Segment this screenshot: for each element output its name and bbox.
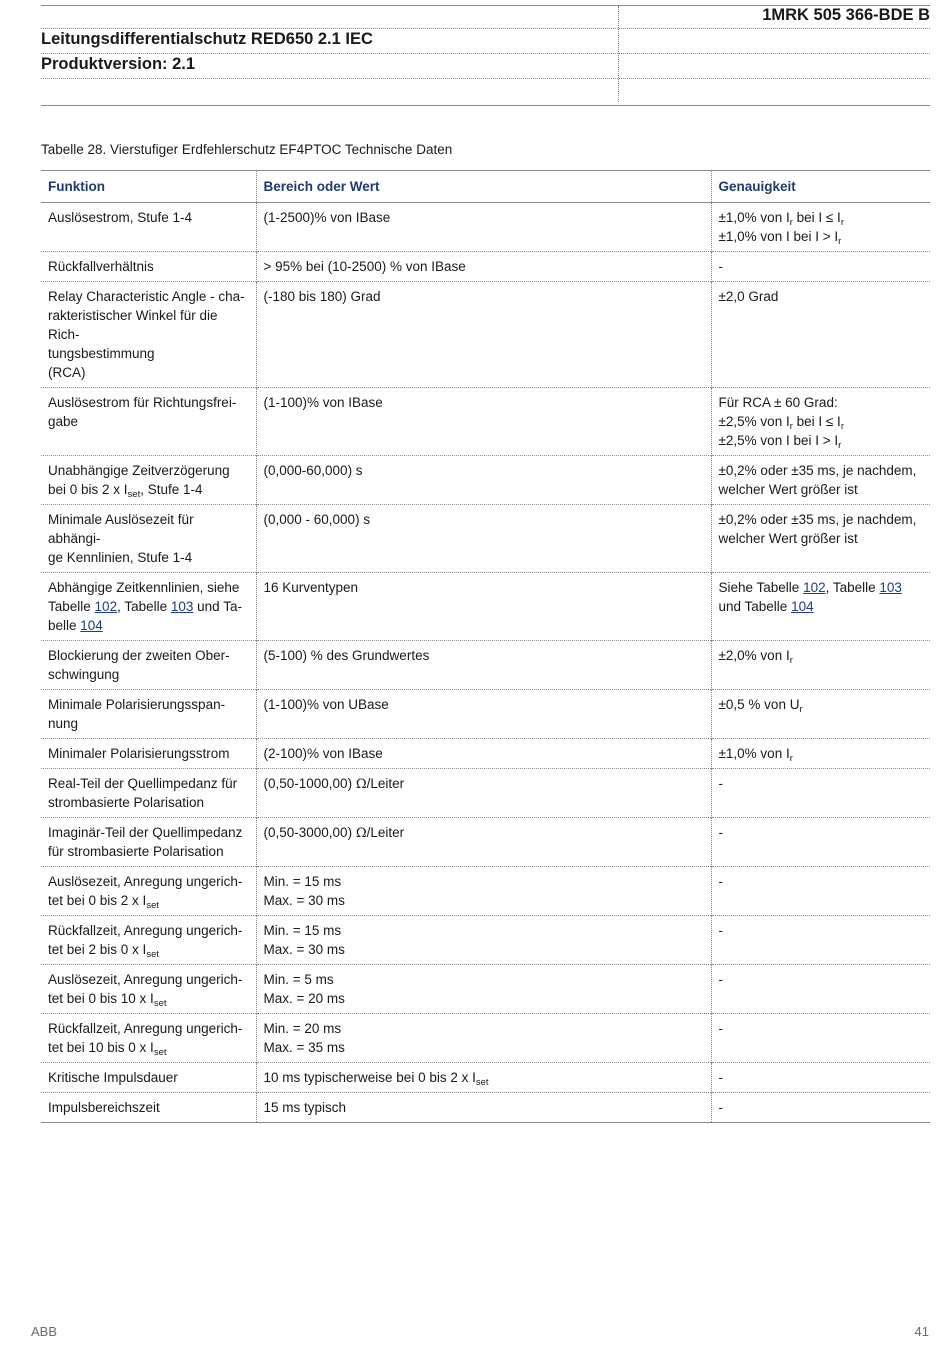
table-row — [41, 867, 930, 916]
table-row — [41, 282, 930, 388]
table-row — [41, 690, 930, 739]
table-row — [41, 388, 930, 456]
cell-funktion: Kritische Impulsdauer — [48, 1070, 178, 1085]
cell-genauigkeit: - — [711, 1014, 930, 1063]
link-table-103[interactable]: 103 — [879, 580, 902, 595]
cell-funktion: Minimale Polarisierungsspan- nung — [48, 697, 226, 731]
cell-bereich: > 95% bei (10-2500) % von IBase — [256, 252, 711, 282]
cell-genauigkeit: ±0,5 % von $U_r$ — [711, 690, 930, 739]
cell-genauigkeit: ±2,0 Grad — [711, 282, 930, 388]
cell-genauigkeit: - — [711, 867, 930, 916]
header-divider — [41, 53, 930, 54]
cell-bereich: (5-100) % des Grundwertes — [256, 641, 711, 690]
table-row — [41, 769, 930, 818]
header-divider — [41, 78, 930, 79]
table-row — [41, 916, 930, 965]
cell-funktion: Auslösezeit, Anregung ungerich- tet bei 0 bis 2 x $I_{set}$ — [48, 874, 243, 911]
cell-funktion: Rückfallverhältnis — [48, 259, 154, 274]
cell-bereich: (1-100)% von IBase — [256, 388, 711, 456]
cell-bereich: Min. = 15 ms Max. = 30 ms — [256, 867, 711, 916]
cell-funktion: Rückfallzeit, Anregung ungerich- tet bei 2 bis 0 x $I_{set}$ — [48, 923, 243, 960]
cell-funktion: Abhängige Zeitkennlinien, siehe Tabelle 102, Tabelle 103 und Ta- belle 104 — [48, 580, 242, 633]
cell-bereich: (0,000 - 60,000) s — [256, 505, 711, 573]
cell-genauigkeit: - — [711, 965, 930, 1014]
cell-bereich: (2-100)% von IBase — [256, 739, 711, 769]
table-row — [41, 1063, 930, 1093]
document-id: 1MRK 505 366-BDE B — [762, 6, 930, 24]
table-row — [41, 965, 930, 1014]
cell-bereich: (1-100)% von UBase — [256, 690, 711, 739]
link-table-103[interactable]: 103 — [170, 599, 194, 614]
cell-genauigkeit: Siehe Tabelle 102, Tabelle 103 und Tabelle 104 — [711, 573, 930, 641]
cell-bereich: Min. = 20 ms Max. = 35 ms — [256, 1014, 711, 1063]
cell-funktion: Real-Teil der Quellimpedanz für strombasierte Polarisation — [48, 776, 238, 810]
cell-genauigkeit: - — [711, 1063, 930, 1093]
cell-genauigkeit: - — [711, 252, 930, 282]
table-row — [41, 1014, 930, 1063]
cell-genauigkeit: ±2,0% von $I_r$ — [711, 641, 930, 690]
cell-bereich: (0,000-60,000) s — [256, 456, 711, 505]
cell-funktion: Auslösezeit, Anregung ungerich- tet bei 0 bis 10 x $I_{set}$ — [48, 972, 243, 1009]
table-caption: Tabelle 28. Vierstufiger Erdfehlerschutz EF4PTOC Technische Daten — [41, 142, 453, 157]
header-column-divider — [618, 6, 619, 102]
cell-bereich: 16 Kurventypen — [256, 573, 711, 641]
table-row — [41, 203, 930, 252]
cell-genauigkeit: ±1,0% von $I_r$ bei $I \le I_r$ ±1,0% von I bei $I > I_r$ — [711, 203, 930, 252]
cell-bereich: 15 ms typisch — [256, 1093, 711, 1123]
page-number: 41 — [914, 1324, 929, 1339]
table-row — [41, 573, 930, 641]
link-table-104[interactable]: 104 — [791, 599, 814, 614]
document-title: Leitungsdifferentialschutz RED650 2.1 IEC — [41, 30, 373, 48]
cell-genauigkeit: - — [711, 769, 930, 818]
cell-funktion: Minimale Auslösezeit für abhängi- ge Kennlinien, Stufe 1-4 — [48, 512, 194, 565]
ohm-symbol: Ω — [355, 826, 367, 841]
cell-genauigkeit: - — [711, 818, 930, 867]
header-bottom-rule — [41, 105, 930, 106]
table-row — [41, 252, 930, 282]
table-row — [41, 739, 930, 769]
cell-bereich: (-180 bis 180) Grad — [256, 282, 711, 388]
cell-funktion: Auslösestrom für Richtungsfrei- gabe — [48, 395, 237, 429]
cell-funktion: Unabhängige Zeitverzögerung bei 0 bis 2 x $I_{set}$, Stufe 1-4 — [48, 463, 230, 500]
column-header-genauigkeit: Genauigkeit — [711, 171, 930, 203]
link-table-104[interactable]: 104 — [80, 618, 103, 633]
cell-genauigkeit: Für RCA ± 60 Grad: ±2,5% von $I_r$ bei $I \le I_r$ ±2,5% von I bei $I > I_r$ — [711, 388, 930, 456]
cell-funktion: Blockierung der zweiten Ober- schwingung — [48, 648, 230, 682]
cell-genauigkeit: ±0,2% oder ±35 ms, je nachdem, welcher Wert größer ist — [711, 456, 930, 505]
table-row — [41, 456, 930, 505]
product-version: Produktversion: 2.1 — [41, 55, 196, 73]
cell-genauigkeit: - — [711, 916, 930, 965]
footer-brand: ABB — [31, 1324, 58, 1339]
cell-funktion: Relay Characteristic Angle - cha- rakteristischer Winkel für die Rich- tungsbestimmung (RCA) — [48, 289, 245, 380]
cell-bereich: (0,50-1000,00) Ω/Leiter — [256, 769, 711, 818]
column-header-bereich: Bereich oder Wert — [256, 171, 711, 203]
cell-funktion: Imaginär-Teil der Quellimpedanz für strombasierte Polarisation — [48, 825, 243, 859]
cell-bereich: (0,50-3000,00) Ω/Leiter — [256, 818, 711, 867]
column-header-funktion: Funktion — [48, 179, 105, 194]
table-row — [41, 641, 930, 690]
cell-bereich: 10 ms typischerweise bei 0 bis 2 x $I_{set}$ — [256, 1063, 711, 1093]
cell-funktion: Auslösestrom, Stufe 1-4 — [48, 210, 193, 225]
cell-funktion: Minimaler Polarisierungsstrom — [48, 746, 230, 761]
cell-bereich: Min. = 15 ms Max. = 30 ms — [256, 916, 711, 965]
link-table-102[interactable]: 102 — [94, 599, 118, 614]
cell-genauigkeit: ±0,2% oder ±35 ms, je nachdem, welcher Wert größer ist — [711, 505, 930, 573]
cell-bereich: Min. = 5 ms Max. = 20 ms — [256, 965, 711, 1014]
table-header-row — [41, 171, 930, 203]
table-row — [41, 818, 930, 867]
cell-funktion: Impulsbereichszeit — [48, 1100, 160, 1115]
table-row — [41, 1093, 930, 1123]
cell-genauigkeit: - — [711, 1093, 930, 1123]
technical-data-table — [41, 170, 930, 1123]
header-divider — [41, 28, 930, 29]
cell-genauigkeit: ±1,0% von $I_r$ — [711, 739, 930, 769]
link-table-102[interactable]: 102 — [803, 580, 826, 595]
cell-funktion: Rückfallzeit, Anregung ungerich- tet bei 10 bis 0 x $I_{set}$ — [48, 1021, 243, 1058]
ohm-symbol: Ω — [355, 777, 367, 792]
cell-bereich: (1-2500)% von IBase — [256, 203, 711, 252]
table-row — [41, 505, 930, 573]
